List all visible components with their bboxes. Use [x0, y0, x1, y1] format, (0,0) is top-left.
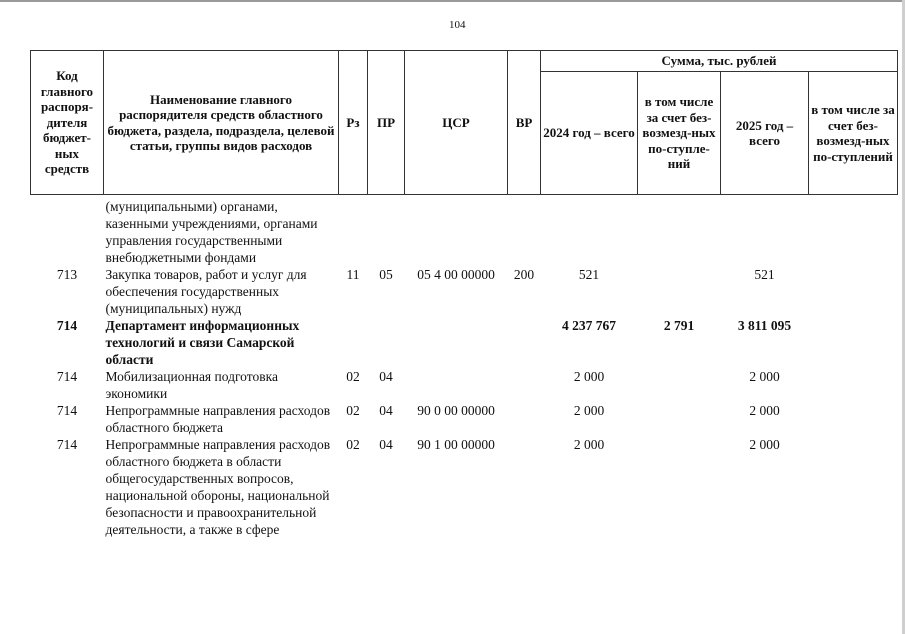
cell-2024: 2 000	[573, 403, 605, 418]
cell-name: (муниципальными) органами, казенными учреждениями, органами управления государственными внебюджетными фондами	[105, 199, 318, 265]
cell-2025: 521	[754, 267, 775, 282]
cell-code: 714	[56, 318, 78, 333]
cell-csr	[405, 195, 508, 267]
cell-rz: 02	[346, 369, 360, 384]
cell-vr	[508, 317, 541, 368]
cell-code: 714	[56, 369, 78, 384]
cell-rz: 02	[346, 403, 360, 418]
header-rz: Рз	[339, 51, 368, 195]
header-2025-total: 2025 год – всего	[721, 72, 809, 195]
cell-pr: 05	[379, 267, 393, 282]
cell-csr: 90 0 00 00000	[417, 403, 495, 418]
cell-rz	[339, 195, 368, 267]
cell-2024: 2 000	[573, 369, 605, 384]
cell-name: Мобилизационная подготовка экономики	[105, 369, 278, 401]
cell-2025: 3 811 095	[737, 318, 792, 333]
header-name: Наименование главного распорядителя средств областного бюджета, раздела, подраздела, целевой статьи, группы видов расходов	[104, 51, 339, 195]
cell-code: 714	[56, 437, 78, 452]
cell-2024-grants	[638, 402, 721, 436]
cell-2025-grants	[809, 368, 898, 402]
cell-rz	[339, 317, 368, 368]
header-csr: ЦСР	[405, 51, 508, 195]
cell-vr	[508, 436, 541, 538]
scan-top-edge	[0, 0, 905, 2]
cell-2024-grants	[638, 436, 721, 538]
cell-vr: 200	[513, 267, 535, 282]
cell-2024-grants	[638, 368, 721, 402]
cell-pr: 04	[379, 437, 393, 452]
cell-csr: 90 1 00 00000	[417, 437, 495, 452]
table-row	[31, 368, 898, 402]
header-pr: ПР	[368, 51, 405, 195]
cell-2024-grants: 2 791	[663, 318, 695, 333]
cell-2024: 521	[578, 267, 600, 282]
cell-name: Непрограммные направления расходов областного бюджета в области общегосударственных вопросов, национальной обороны, национальной безопасности и правоохранительной деятельности, а также в сфере	[105, 437, 331, 537]
cell-pr: 04	[379, 369, 393, 384]
header-2024-grants: в том числе за счет без-возмезд-ных по-ступле-ний	[638, 72, 721, 195]
header-2025-grants: в том числе за счет без-возмезд-ных по-ступлений	[809, 72, 898, 195]
cell-name: Непрограммные направления расходов областного бюджета	[105, 403, 331, 435]
cell-2025	[721, 195, 809, 267]
cell-name: Закупка товаров, работ и услуг для обеспечения государственных (муниципальных) нужд	[105, 267, 307, 316]
cell-vr	[508, 402, 541, 436]
table-row	[31, 402, 898, 436]
cell-2024	[541, 195, 638, 267]
header-vr: ВР	[508, 51, 541, 195]
cell-2024: 2 000	[573, 437, 605, 452]
cell-2024-grants	[638, 195, 721, 267]
cell-vr	[508, 368, 541, 402]
cell-2024-grants	[638, 266, 721, 317]
cell-rz: 11	[346, 267, 360, 282]
cell-rz: 02	[346, 437, 360, 452]
page-number: 104	[449, 19, 466, 31]
cell-csr: 05 4 00 00000	[417, 267, 495, 282]
cell-2025: 2 000	[749, 369, 780, 384]
cell-pr: 04	[379, 403, 393, 418]
cell-csr	[405, 317, 508, 368]
cell-2024: 4 237 767	[562, 318, 616, 333]
table-row-department	[31, 317, 898, 368]
header-2024-total: 2024 год – всего	[541, 72, 638, 195]
cell-2025-grants	[809, 436, 898, 538]
header-code: Код главного распоря-дителя бюджет-ных средств	[31, 51, 104, 195]
cell-2025: 2 000	[749, 403, 780, 418]
cell-2025-grants	[809, 317, 898, 368]
table-row	[31, 266, 898, 317]
cell-name: Департамент информационных технологий и связи Самарской области	[105, 318, 300, 367]
cell-2025: 2 000	[749, 437, 780, 452]
cell-code: 713	[56, 267, 78, 282]
cell-2025-grants	[809, 195, 898, 267]
cell-code: 714	[56, 403, 78, 418]
header-sum-group: Сумма, тыс. рублей	[541, 51, 898, 72]
cell-code	[31, 195, 104, 267]
cell-2025-grants	[809, 402, 898, 436]
budget-table	[30, 50, 898, 538]
cell-pr	[368, 195, 405, 267]
table-header	[31, 51, 898, 195]
cell-pr	[368, 317, 405, 368]
cell-vr	[508, 195, 541, 267]
table-row	[31, 195, 898, 267]
table-row	[31, 436, 898, 538]
table-body	[31, 195, 898, 539]
cell-csr	[405, 368, 508, 402]
cell-2025-grants	[809, 266, 898, 317]
